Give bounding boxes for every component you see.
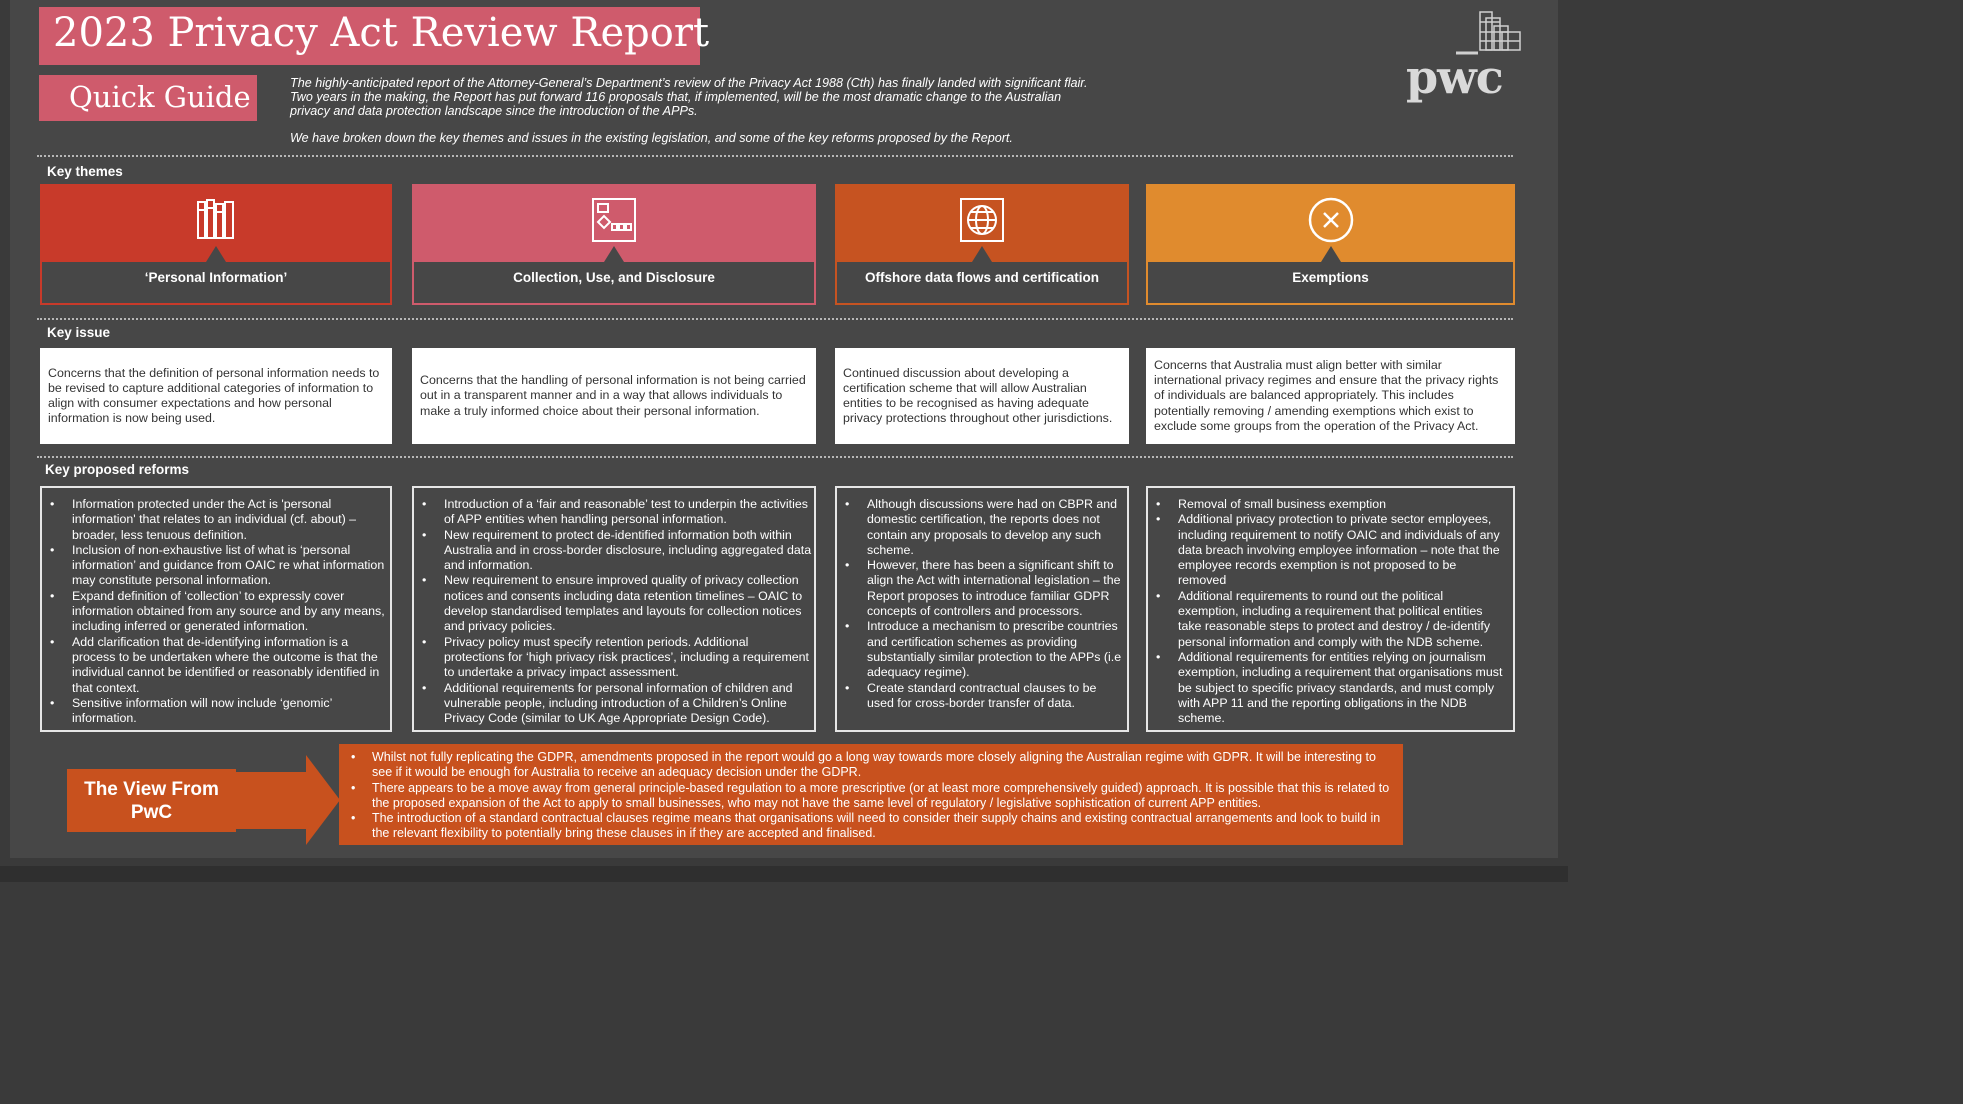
list-item: • However, there has been a significant shift to align the Act with international legislation – the Report proposes to introduce familiar GDPR concepts of controllers and processors. <box>867 558 1124 619</box>
arrow-right-icon <box>306 755 340 845</box>
list-item: • Although discussions were had on CBPR and domestic certification, the reports does not contain any proposals to develop any such scheme. <box>867 497 1124 558</box>
theme-exemptions <box>1146 184 1515 305</box>
list-item: • New requirement to ensure improved quality of privacy collection notices and consents including data retention timelines – OAIC to develop standardised templates and layouts for collection notices and privacy policies. <box>444 573 812 634</box>
theme-offshore-data-flows <box>835 184 1129 305</box>
page-title: 2023 Privacy Act Review Report <box>53 10 710 56</box>
issue-card-3 <box>835 348 1129 444</box>
list-item: • Inclusion of non-exhaustive list of what is ‘personal information’ and guidance from OAIC re what information may constitute personal information. <box>72 543 386 589</box>
list-item: • Removal of small business exemption <box>1178 497 1507 512</box>
theme-label: ‘Personal Information’ <box>144 270 288 285</box>
bottom-strip <box>0 866 1568 882</box>
view-label-text: The View From PwC <box>84 779 219 823</box>
list-item: • Introduce a mechanism to prescribe countries and certification schemes as providing substantially similar protection to the APPs (i.e adequacy regime). <box>867 619 1124 680</box>
theme-label: Exemptions <box>1292 270 1369 285</box>
list-item: • Create standard contractual clauses to be used for cross-border transfer of data. <box>867 681 1124 712</box>
pwc-logo-mark-icon <box>1456 10 1524 55</box>
list-item: • Additional requirements for entities relying on journalism exemption, including a requirement that organisations must be subject to specific privacy standards, and must comply with APP 11 and the reporting obligations in the NDB scheme. <box>1178 650 1507 726</box>
layout-icon <box>590 196 638 244</box>
section-label-issue: Key issue <box>47 325 111 340</box>
view-from-pwc-box <box>339 744 1403 845</box>
reform-card-2 <box>412 486 816 732</box>
section-label-themes: Key themes <box>47 164 123 179</box>
globe-icon <box>958 196 1006 244</box>
issue-text: Concerns that the handling of personal information is not being carried out in a transparent manner and in a way that allows individuals to make a truly informed choice about their personal information. <box>420 373 806 418</box>
theme-collection-use-disclosure <box>412 184 816 305</box>
issue-text: Continued discussion about developing a certification scheme that will allow Australian entities to be recognised as having adequate privacy protections throughout other jurisdictions. <box>843 365 1113 426</box>
issue-card-1 <box>40 348 392 444</box>
list-item: • There appears to be a move away from general principle-based regulation to a more prescriptive (or at least more comprehensively guided) approach. It is possible that this is related to the proposed expansion of the Act to apply to small businesses, who may not have the same level of regulatory / legislative sophistication of current APP entities. <box>372 781 1393 812</box>
title-banner <box>39 7 710 65</box>
list-item: • Additional requirements for personal information of children and vulnerable people, including introduction of a Children’s Online Privacy Code (similar to UK Age Appropriate Design Code). <box>444 681 812 727</box>
pwc-logo-text: pwc <box>1406 50 1503 104</box>
intro-paragraph-2: We have broken down the key themes and issues in the existing legislation, and some of the key reforms proposed by the Report. <box>290 131 1013 146</box>
cross-circle-icon <box>1307 196 1355 244</box>
subtitle-banner <box>39 75 257 121</box>
view-from-pwc-label <box>67 769 236 832</box>
intro-text <box>290 77 1090 146</box>
list-item: • Sensitive information will now include ‘genomic’ information. <box>72 696 386 727</box>
list-item: • The introduction of a standard contractual clauses regime means that organisations will need to consider their supply chains and existing contractual arrangements and look to build in the relevant flexibility to potentially bring these clauses in if they are accepted and finalised. <box>372 811 1393 842</box>
theme-label: Offshore data flows and certification <box>864 270 1100 285</box>
issue-text: Concerns that the definition of personal information needs to be revised to capture additional categories of information to align with consumer expectations and how personal information is now being used. <box>48 365 380 426</box>
list-item: • Additional requirements to round out the political exemption, including a requirement that political entities take reasonable steps to protect and destroy / de-identify personal information and comply with the NDB scheme. <box>1178 589 1507 650</box>
issue-card-2 <box>412 348 816 444</box>
theme-label: Collection, Use, and Disclosure <box>513 270 715 285</box>
books-icon <box>192 196 240 244</box>
list-item: • Privacy policy must specify retention periods. Additional protections for ‘high privacy risk practices’, including a requirement to undertake a privacy impact assessment. <box>444 635 812 681</box>
list-item: • Introduction of a ‘fair and reasonable’ test to underpin the activities of APP entities when handling personal information. <box>444 497 812 528</box>
reform-card-3 <box>835 486 1129 732</box>
issue-text: Concerns that Australia must align better with similar international privacy regimes and ensure that the privacy rights of individuals are balanced appropriately. This includes potentially removing / amending exemptions which exist to exclude some groups from the operation of the Privacy Act. <box>1154 357 1499 433</box>
divider-1 <box>37 155 1513 157</box>
list-item: • Information protected under the Act is 'personal information' that relates to an individual (cf. about) – broader, less tenuous definition. <box>72 497 386 543</box>
issue-card-4 <box>1146 348 1515 444</box>
page-subtitle: Quick Guide <box>69 80 251 114</box>
list-item: • Whilst not fully replicating the GDPR, amendments proposed in the report would go a long way towards more closely aligning the Australian regime with GDPR. It will be interesting to see if it would be enough for Australia to receive an adequacy decision under the GDPR. <box>372 750 1393 781</box>
intro-paragraph-1: The highly-anticipated report of the Attorney-General’s Department’s review of the Privacy Act 1988 (Cth) has finally landed with significant flair. Two years in the making, the Report has put forward 116 proposals that, if implemented, will be the most dramatic change to the Australian privacy and data protection landscape since the introduction of the APPs. <box>290 76 1088 118</box>
pointer-triangle <box>972 246 992 262</box>
section-label-reforms: Key proposed reforms <box>45 462 190 477</box>
divider-3 <box>37 456 1513 458</box>
divider-2 <box>37 318 1513 320</box>
reform-card-4 <box>1146 486 1515 732</box>
reform-card-1 <box>40 486 392 732</box>
pointer-triangle <box>206 246 226 262</box>
pointer-triangle <box>604 246 624 262</box>
pointer-triangle <box>1321 246 1341 262</box>
list-item: • Additional privacy protection to private sector employees, including requirement to notify OAIC and individuals of any data breach involving employee information – note that the employee records exemption is not proposed to be removed <box>1178 512 1507 588</box>
list-item: • Expand definition of ‘collection’ to expressly cover information obtained from any source and by any means, including inferred or generated information. <box>72 589 386 635</box>
arrow-shaft <box>236 772 306 829</box>
theme-personal-information <box>40 184 392 305</box>
list-item: • New requirement to protect de-identified information both within Australia and in cross-border disclosure, including aggregated data and information. <box>444 528 812 574</box>
list-item: • Add clarification that de-identifying information is a process to be undertaken where the outcome is that the individual cannot be identified or reasonably identified in that context. <box>72 635 386 696</box>
